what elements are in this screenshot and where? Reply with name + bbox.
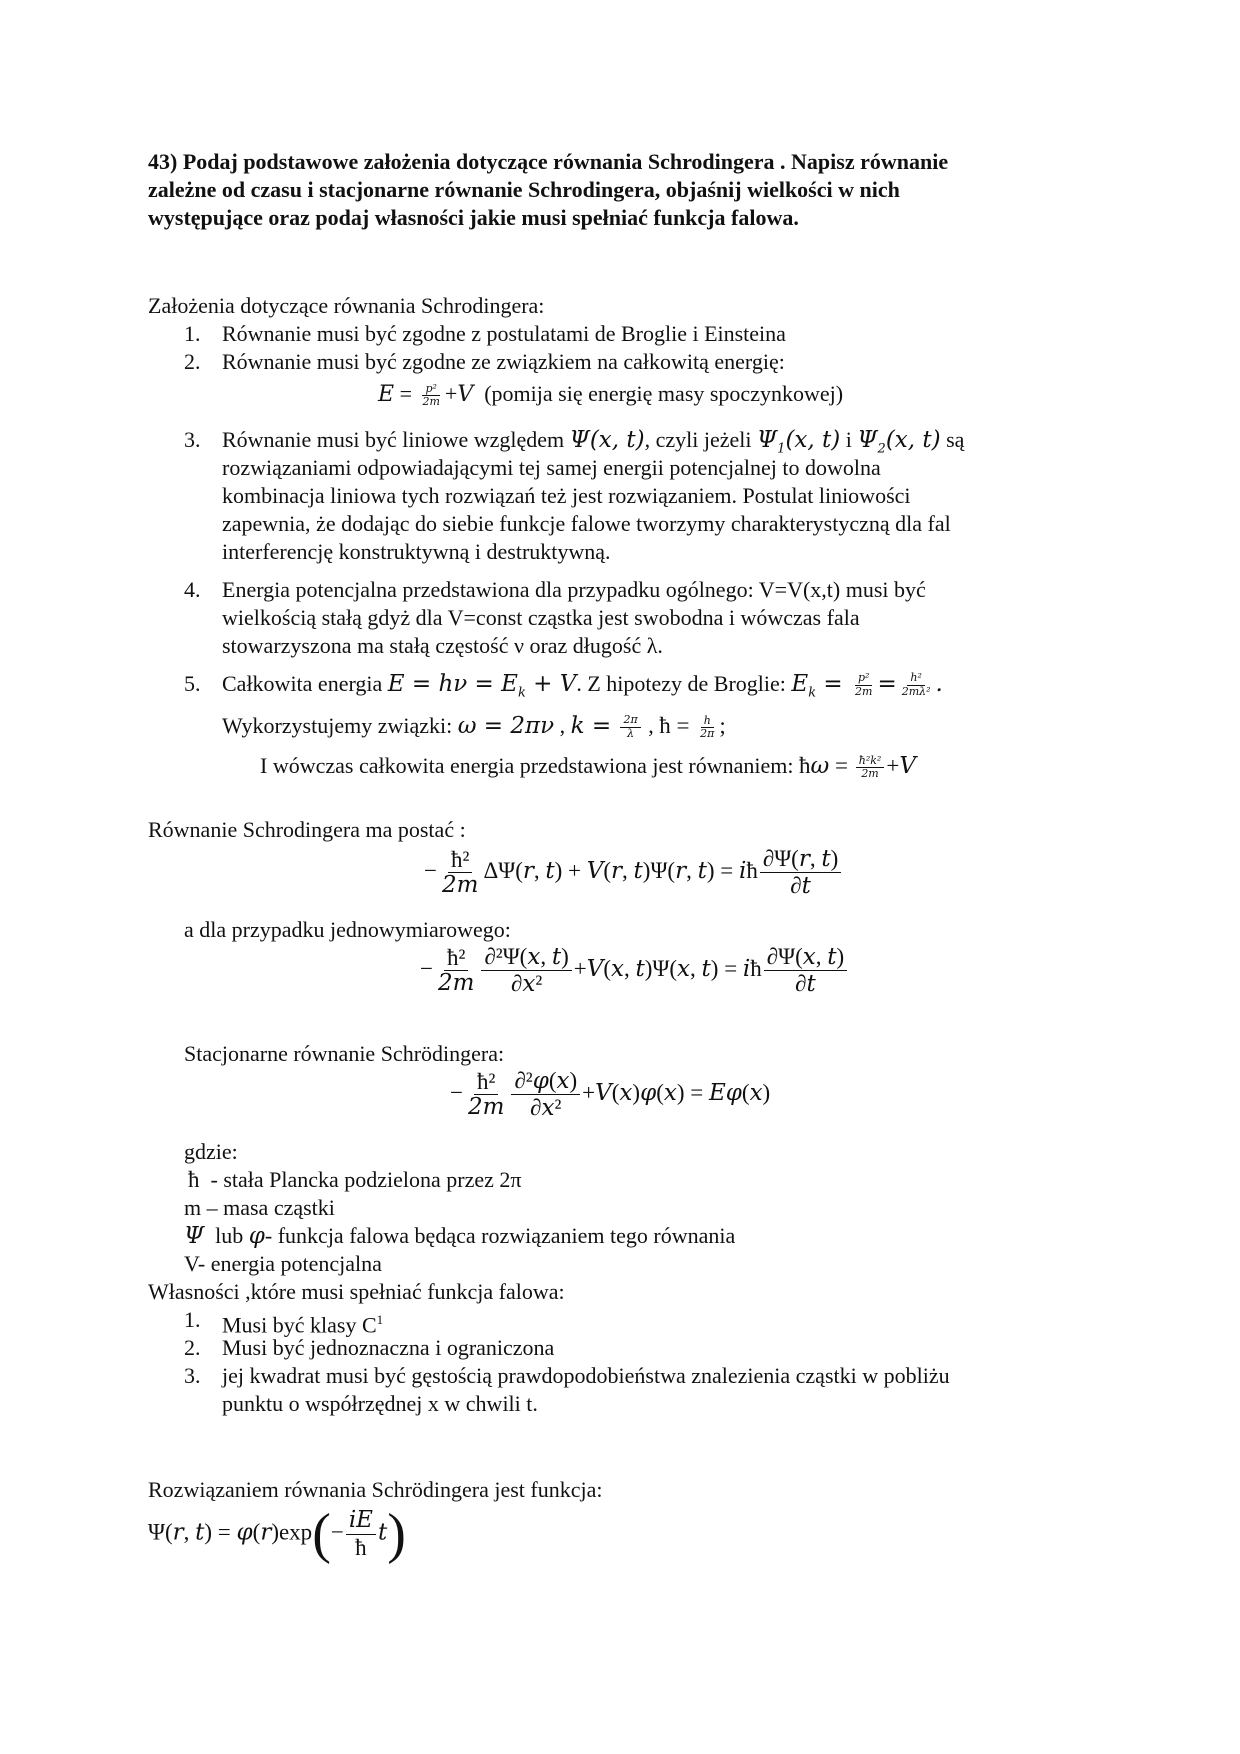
assumptions-heading: Założenia dotyczące równania Schrodingera: bbox=[148, 293, 545, 318]
list-number: 4. bbox=[184, 577, 201, 602]
solution-formula: Ψ(r, t) = φ(r)exp(− $\frac{iE}{ħ}$ t) bbox=[148, 1503, 406, 1565]
list-number: 1. bbox=[184, 1307, 201, 1332]
list-number: 1. bbox=[184, 321, 201, 346]
assumption-4-line-2: wielkością stałą gdyż dla V=const cząstka jest swobodna i wówczas fala bbox=[222, 605, 860, 630]
def-potential: V- energia potencjalna bbox=[184, 1251, 382, 1276]
psi1-symbol: $\Psi_1(x$, t) bbox=[757, 427, 841, 457]
assumption-3-line-3: kombinacja liniowa tych rozwiązań też jest rozwiązaniem. Postulat liniowości bbox=[222, 483, 911, 508]
def-psi-text-b: - funkcja falowa będąca rozwiązaniem tego równania bbox=[264, 1223, 736, 1248]
def-hbar bbox=[188, 1166, 522, 1194]
list-number: 3. bbox=[184, 427, 201, 452]
list-number: 3. bbox=[184, 1363, 201, 1388]
phi-symbol: φ bbox=[248, 1223, 265, 1249]
assumption-5-text-a: Całkowita energia bbox=[222, 671, 383, 696]
schrodinger-heading: Równanie Schrodingera ma postać : bbox=[148, 817, 466, 842]
energy-formula: E = $\frac{\text{p²}}{2m}$ +V (pomija się energię masy spoczynkowej) bbox=[378, 381, 844, 409]
property-3-line-2: punktu o współrzędnej x w chwili t. bbox=[222, 1391, 538, 1416]
assumption-4-line-3: stowarzyszona ma stałą częstość ν oraz długość λ. bbox=[222, 633, 663, 658]
total-energy-formula: $E = h\nu = E_k + V$ bbox=[387, 671, 577, 701]
def-psi-text-a: lub bbox=[215, 1223, 244, 1248]
assumption-3-text-b: , czyli jeżeli bbox=[644, 427, 752, 452]
stationary-equation: − $\frac{\text{ħ²}}{2m}$ $\frac{\text{∂²φ(x)}}{\text{∂x²}}$ +V(x)φ(x) = Eφ(x) bbox=[450, 1068, 771, 1122]
assumption-3-line-5: interferencję konstruktywną i destruktywną. bbox=[222, 539, 611, 564]
assumption-5-energy-text: I wówczas całkowita energia przedstawiona jest równaniem: bbox=[260, 753, 794, 778]
assumption-3-line-4: zapewnia, że dodając do siebie funkcje falowe tworzymy charakterystyczną dla fal bbox=[222, 511, 951, 536]
property-3-line-1: jej kwadrat musi być gęstością prawdopodobieństwa znalezienia cząstki w pobliżu bbox=[222, 1363, 950, 1388]
psi-symbol: Ψ bbox=[184, 1223, 205, 1249]
property-2: Musi być jednoznaczna i ograniczona bbox=[222, 1335, 555, 1360]
assumption-5-relations-text: Wykorzystujemy związki: bbox=[222, 713, 453, 738]
def-hbar-text: - stała Plancka podzielona przez 2π bbox=[210, 1167, 522, 1192]
list-number: 2. bbox=[184, 1335, 201, 1360]
where-label: gdzie: bbox=[184, 1139, 238, 1164]
p2-over-2m-fraction: $\frac{\text{p²}}{2m}$ bbox=[422, 382, 440, 409]
def-mass: m – masa cząstki bbox=[184, 1195, 335, 1220]
assumption-2: Równanie musi być zgodne ze związkiem na całkowitą energię: bbox=[222, 349, 785, 374]
list-number: 5. bbox=[184, 671, 201, 696]
stationary-heading: Stacjonarne równanie Schrödingera: bbox=[184, 1041, 505, 1066]
energy-formula-note: (pomija się energię masy spoczynkowej) bbox=[484, 381, 844, 406]
hbar-symbol: ħ bbox=[188, 1167, 200, 1192]
assumption-5-line-1 bbox=[222, 670, 943, 708]
assumption-3-text-a: Równanie musi być liniowe względem bbox=[222, 427, 565, 452]
time-dependent-equation: − $\frac{\text{ħ²}}{2m}$ ΔΨ(r, t) + V(r, t)Ψ(r, t) = iħ $\frac{\partial\Psi(r, t)}{\partial t}$ bbox=[424, 846, 843, 900]
one-dim-heading: a dla przypadku jednowymiarowego: bbox=[184, 917, 511, 942]
question-title-line-1: 43) Podaj podstawowe założenia dotyczące równania Schrodingera . Napisz równanie bbox=[148, 149, 949, 174]
assumption-3-text-d: są bbox=[946, 427, 965, 452]
omega-relation: ω = 2πν bbox=[457, 713, 555, 739]
assumption-5-text-b: . Z hipotezy de Broglie: bbox=[576, 671, 786, 696]
hbar-omega-formula: ħω = $\frac{\text{ħ²k²}}{2m}$ +V bbox=[799, 753, 916, 781]
solution-heading: Rozwiązaniem równania Schrödingera jest funkcja: bbox=[148, 1477, 603, 1502]
assumption-3-text-c: i bbox=[845, 427, 852, 452]
assumption-5-line-2: Wykorzystujemy związki: ω = 2πν , k = $\frac{2\pi}{\lambda}$ , ħ = $\frac{h}{2\pi}$ ; bbox=[222, 713, 726, 741]
k-relation: k = $\frac{2\pi}{\lambda}$ bbox=[571, 713, 643, 739]
psi-xt-symbol: Ψ(x, t) bbox=[569, 427, 645, 453]
list-number: 2. bbox=[184, 349, 201, 374]
assumption-4-line-1: Energia potencjalna przedstawiona dla przypadku ogólnego: V=V(x,t) musi być bbox=[222, 577, 926, 602]
assumption-1: Równanie musi być zgodne z postulatami de Broglie i Einsteina bbox=[222, 321, 786, 346]
assumption-5-line-3 bbox=[260, 752, 916, 780]
psi2-symbol: $\Psi_2(x$, t) bbox=[857, 427, 941, 457]
property-1-sup: 1 bbox=[376, 1312, 384, 1327]
property-1-text: Musi być klasy C bbox=[222, 1312, 377, 1338]
def-psi bbox=[184, 1222, 735, 1250]
de-broglie-formula: $E_k$ = $\frac{\text{p²}}{2m}$ = $\frac{\text{h²}}{\text{2mλ²}}$ . bbox=[791, 671, 943, 701]
question-title-line-3: występujące oraz podaj własności jakie musi spełniać funkcja falowa. bbox=[148, 205, 799, 230]
assumption-3-line-2: rozwiązaniami odpowiadającymi tej samej energii potencjalnej to dowolna bbox=[222, 455, 881, 480]
question-title-line-2: zależne od czasu i stacjonarne równanie Schrodingera, objaśnij wielkości w nich bbox=[148, 177, 900, 202]
hbar-relation: ħ = $\frac{h}{2\pi}$ ; bbox=[659, 713, 726, 741]
one-dim-equation: − $\frac{\text{ħ²}}{2m}$ $\frac{\text{∂²Ψ(x, t)}}{\text{∂x²}}$ +V(x, t)Ψ(x, t) = iħ $\frac{\partial\Psi(x, t)}{\partial t}$ bbox=[420, 944, 849, 998]
properties-heading: Własności ,które musi spełniać funkcja falowa: bbox=[148, 1279, 565, 1304]
